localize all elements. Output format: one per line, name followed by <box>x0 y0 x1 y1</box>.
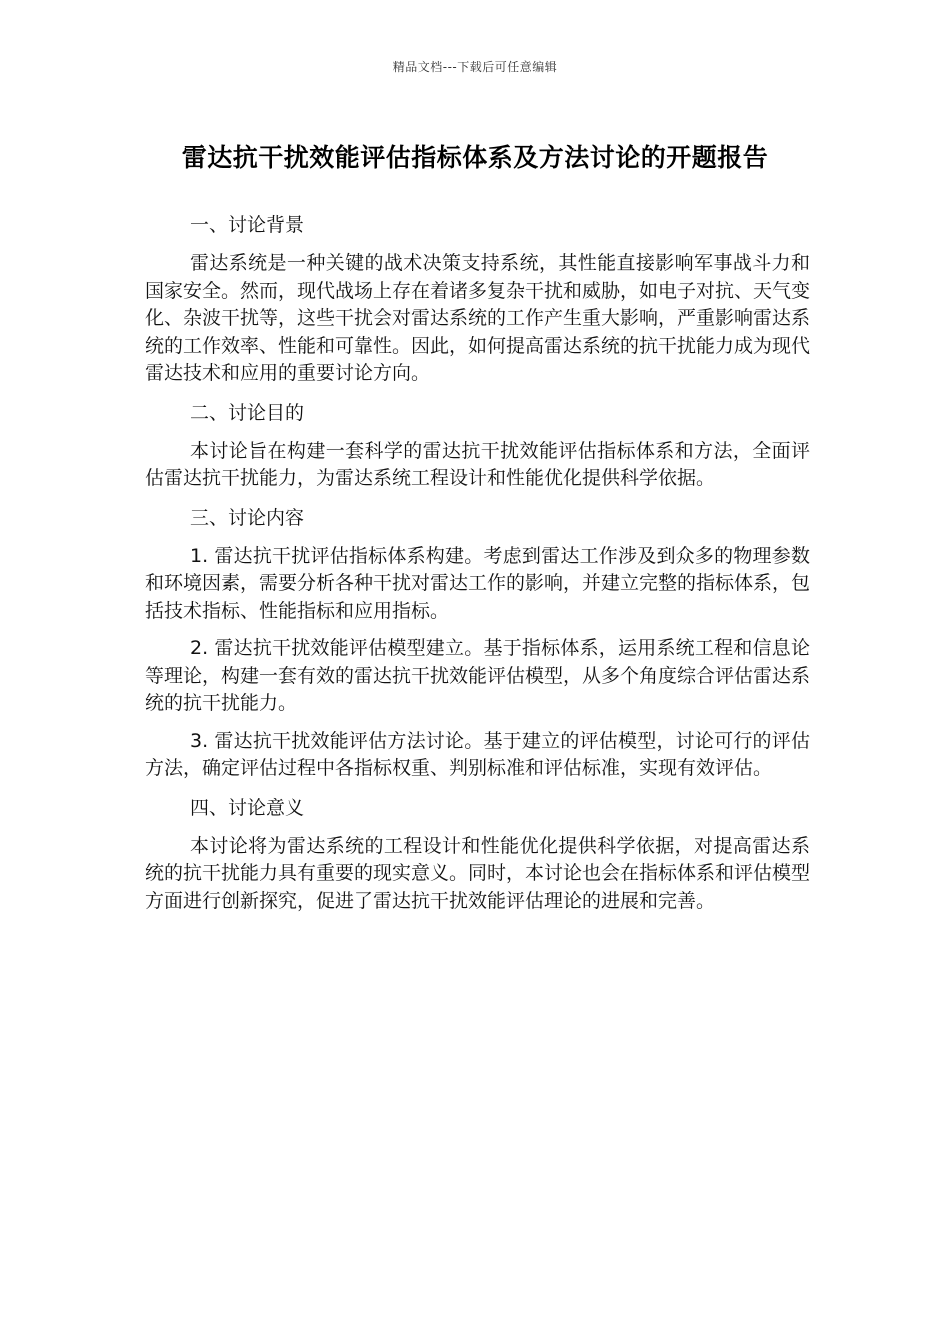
body-paragraph: 本讨论旨在构建一套科学的雷达抗干扰效能评估指标体系和方法，全面评估雷达抗干扰能力，为雷达系统工程设计和性能优化提供科学依据。 <box>145 439 810 489</box>
section-heading: 四、讨论意义 <box>190 796 305 819</box>
document-title: 雷达抗干扰效能评估指标体系及方法讨论的开题报告 <box>181 143 769 172</box>
section-background <box>145 210 810 388</box>
body-paragraph: 本讨论将为雷达系统的工程设计和性能优化提供科学依据，对提高雷达系统的抗干扰能力具有重要的现实意义。同时，本讨论也会在指标体系和评估模型方面进行创新探究，促进了雷达抗干扰效能评估理论的进展和完善。 <box>145 834 811 912</box>
page-header-note: 精品文档---下载后可任意编辑 <box>392 60 558 74</box>
body-paragraph: 1. 雷达抗干扰评估指标体系构建。考虑到雷达工作涉及到众多的物理参数和环境因素，需要分析各种干扰对雷达工作的影响，并建立完整的指标体系，包括技术指标、性能指标和应用指标。 <box>145 544 811 622</box>
section-heading: 一、讨论背景 <box>190 214 305 236</box>
body-paragraph: 3. 雷达抗干扰效能评估方法讨论。基于建立的评估模型，讨论可行的评估方法，确定评估过程中各指标权重、判别标准和评估标准，实现有效评估。 <box>145 729 810 779</box>
section-purpose <box>145 398 810 493</box>
section-heading: 三、讨论内容 <box>190 506 305 529</box>
section-significance <box>145 793 810 916</box>
document-body <box>145 210 810 925</box>
section-heading: 二、讨论目的 <box>190 401 305 424</box>
section-content <box>145 503 810 783</box>
body-paragraph: 雷达系统是一种关键的战术决策支持系统，其性能直接影响军事战斗力和国家安全。然而，现代战场上存在着诸多复杂干扰和威胁，如电子对抗、天气变化、杂波干扰等，这些干扰会对雷达系统的工作产生重大影响，严重影响雷达系统的工作效率、性能和可靠性。因此，如何提高雷达系统的抗干扰能力成为现代雷达技术和应用的重要讨论方向。 <box>145 252 811 384</box>
body-paragraph: 2. 雷达抗干扰效能评估模型建立。基于指标体系，运用系统工程和信息论等理论，构建一套有效的雷达抗干扰效能评估模型，从多个角度综合评估雷达系统的抗干扰能力。 <box>145 637 811 714</box>
